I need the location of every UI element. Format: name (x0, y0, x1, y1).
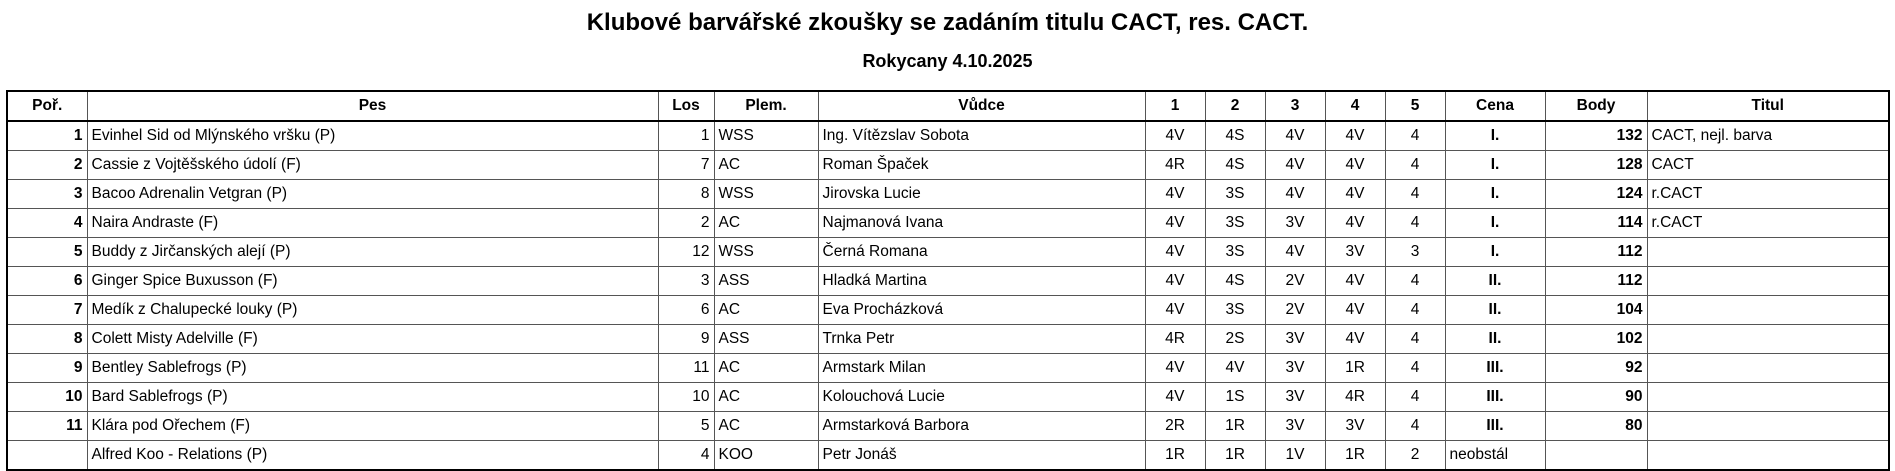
cell-titul (1647, 296, 1889, 325)
cell-c5: 4 (1385, 354, 1445, 383)
cell-por: 11 (7, 412, 87, 441)
cell-vudce: Kolouchová Lucie (818, 383, 1145, 412)
cell-body: 104 (1545, 296, 1647, 325)
cell-c5: 4 (1385, 151, 1445, 180)
cell-pes: Medík z Chalupecké louky (P) (87, 296, 658, 325)
cell-pes: Ginger Spice Buxusson (F) (87, 267, 658, 296)
page-subtitle: Rokycany 4.10.2025 (862, 51, 1033, 71)
cell-vudce: Petr Jonáš (818, 441, 1145, 471)
cell-cena: II. (1445, 325, 1545, 354)
cell-c3: 4V (1265, 238, 1325, 267)
cell-body (1545, 441, 1647, 471)
cell-c1: 4V (1145, 267, 1205, 296)
cell-c3: 1V (1265, 441, 1325, 471)
cell-los: 3 (658, 267, 714, 296)
cell-c1: 4V (1145, 383, 1205, 412)
header-por: Poř. (7, 91, 87, 121)
cell-c1: 4V (1145, 296, 1205, 325)
cell-vudce: Jirovska Lucie (818, 180, 1145, 209)
cell-c3: 3V (1265, 383, 1325, 412)
cell-c4: 1R (1325, 354, 1385, 383)
cell-titul (1647, 325, 1889, 354)
cell-titul (1647, 412, 1889, 441)
cell-los: 8 (658, 180, 714, 209)
cell-c2: 3S (1205, 296, 1265, 325)
results-table (6, 90, 1890, 471)
cell-pes: Alfred Koo - Relations (P) (87, 441, 658, 471)
cell-c5: 4 (1385, 267, 1445, 296)
cell-c4: 4R (1325, 383, 1385, 412)
cell-c2: 4S (1205, 151, 1265, 180)
table-row (7, 325, 1889, 354)
header-c1: 1 (1145, 91, 1205, 121)
cell-por: 7 (7, 296, 87, 325)
cell-c1: 4V (1145, 238, 1205, 267)
cell-c1: 4R (1145, 325, 1205, 354)
cell-pes: Buddy z Jirčanských alejí (P) (87, 238, 658, 267)
cell-pes: Bentley Sablefrogs (P) (87, 354, 658, 383)
cell-body: 132 (1545, 121, 1647, 151)
table-row (7, 441, 1889, 471)
cell-plem: KOO (714, 441, 818, 471)
cell-plem: AC (714, 412, 818, 441)
cell-los: 9 (658, 325, 714, 354)
cell-vudce: Roman Špaček (818, 151, 1145, 180)
cell-vudce: Hladká Martina (818, 267, 1145, 296)
table-row (7, 267, 1889, 296)
cell-c4: 4V (1325, 296, 1385, 325)
header-los: Los (658, 91, 714, 121)
header-c3: 3 (1265, 91, 1325, 121)
header-cena: Cena (1445, 91, 1545, 121)
cell-plem: WSS (714, 180, 818, 209)
header-titul: Titul (1647, 91, 1889, 121)
cell-c4: 4V (1325, 267, 1385, 296)
header-plem: Plem. (714, 91, 818, 121)
cell-por (7, 441, 87, 471)
cell-c2: 1R (1205, 441, 1265, 471)
cell-plem: AC (714, 354, 818, 383)
cell-c2: 3S (1205, 180, 1265, 209)
page-title: Klubové barvářské zkoušky se zadáním titulu CACT, res. CACT. (586, 9, 1309, 36)
cell-cena: III. (1445, 383, 1545, 412)
cell-c5: 4 (1385, 180, 1445, 209)
cell-body: 92 (1545, 354, 1647, 383)
cell-c5: 4 (1385, 296, 1445, 325)
cell-c4: 4V (1325, 325, 1385, 354)
cell-c2: 1R (1205, 412, 1265, 441)
cell-vudce: Eva Procházková (818, 296, 1145, 325)
cell-c4: 4V (1325, 121, 1385, 151)
cell-c3: 3V (1265, 209, 1325, 238)
cell-titul: CACT, nejl. barva (1647, 121, 1889, 151)
cell-plem: AC (714, 296, 818, 325)
cell-c3: 3V (1265, 325, 1325, 354)
cell-body: 90 (1545, 383, 1647, 412)
cell-por: 2 (7, 151, 87, 180)
cell-plem: WSS (714, 238, 818, 267)
cell-cena: I. (1445, 151, 1545, 180)
header-pes: Pes (87, 91, 658, 121)
cell-vudce: Černá Romana (818, 238, 1145, 267)
cell-plem: ASS (714, 325, 818, 354)
header-body: Body (1545, 91, 1647, 121)
cell-por: 4 (7, 209, 87, 238)
cell-pes: Cassie z Vojtěšského údolí (F) (87, 151, 658, 180)
header-row (7, 91, 1889, 121)
cell-titul (1647, 238, 1889, 267)
table-row (7, 412, 1889, 441)
cell-c4: 3V (1325, 238, 1385, 267)
cell-los: 12 (658, 238, 714, 267)
cell-c4: 4V (1325, 180, 1385, 209)
cell-pes: Evinhel Sid od Mlýnského vršku (P) (87, 121, 658, 151)
cell-c5: 2 (1385, 441, 1445, 471)
cell-pes: Klára pod Ořechem (F) (87, 412, 658, 441)
cell-titul: CACT (1647, 151, 1889, 180)
cell-los: 6 (658, 296, 714, 325)
table-row (7, 209, 1889, 238)
cell-plem: WSS (714, 121, 818, 151)
cell-cena: I. (1445, 121, 1545, 151)
cell-c5: 3 (1385, 238, 1445, 267)
cell-c5: 4 (1385, 325, 1445, 354)
cell-plem: AC (714, 151, 818, 180)
cell-plem: AC (714, 209, 818, 238)
cell-pes: Naira Andraste (F) (87, 209, 658, 238)
cell-c4: 3V (1325, 412, 1385, 441)
cell-cena: II. (1445, 296, 1545, 325)
cell-por: 8 (7, 325, 87, 354)
cell-body: 80 (1545, 412, 1647, 441)
cell-cena: III. (1445, 412, 1545, 441)
cell-c3: 3V (1265, 412, 1325, 441)
cell-c1: 4V (1145, 209, 1205, 238)
table-row (7, 296, 1889, 325)
cell-c2: 3S (1205, 209, 1265, 238)
cell-por: 10 (7, 383, 87, 412)
cell-cena: I. (1445, 209, 1545, 238)
cell-c3: 2V (1265, 296, 1325, 325)
table-row (7, 383, 1889, 412)
cell-body: 112 (1545, 267, 1647, 296)
cell-los: 4 (658, 441, 714, 471)
cell-c5: 4 (1385, 121, 1445, 151)
cell-por: 5 (7, 238, 87, 267)
table-row (7, 354, 1889, 383)
cell-c2: 2S (1205, 325, 1265, 354)
cell-c3: 2V (1265, 267, 1325, 296)
cell-body: 102 (1545, 325, 1647, 354)
cell-titul (1647, 267, 1889, 296)
cell-cena: III. (1445, 354, 1545, 383)
cell-cena: II. (1445, 267, 1545, 296)
cell-c4: 4V (1325, 209, 1385, 238)
cell-vudce: Ing. Vítězslav Sobota (818, 121, 1145, 151)
cell-c1: 1R (1145, 441, 1205, 471)
header-c5: 5 (1385, 91, 1445, 121)
cell-c2: 4V (1205, 354, 1265, 383)
cell-c2: 4S (1205, 121, 1265, 151)
cell-c5: 4 (1385, 412, 1445, 441)
cell-c4: 1R (1325, 441, 1385, 471)
cell-titul (1647, 441, 1889, 471)
cell-titul: r.CACT (1647, 209, 1889, 238)
cell-titul (1647, 383, 1889, 412)
cell-vudce: Najmanová Ivana (818, 209, 1145, 238)
cell-por: 3 (7, 180, 87, 209)
cell-body: 112 (1545, 238, 1647, 267)
cell-c4: 4V (1325, 151, 1385, 180)
table-row (7, 151, 1889, 180)
cell-plem: AC (714, 383, 818, 412)
cell-c3: 3V (1265, 354, 1325, 383)
cell-vudce: Trnka Petr (818, 325, 1145, 354)
cell-c1: 4V (1145, 354, 1205, 383)
cell-c2: 4S (1205, 267, 1265, 296)
cell-c5: 4 (1385, 209, 1445, 238)
cell-c2: 1S (1205, 383, 1265, 412)
cell-c3: 4V (1265, 180, 1325, 209)
cell-pes: Bard Sablefrogs (P) (87, 383, 658, 412)
cell-body: 124 (1545, 180, 1647, 209)
table-row (7, 238, 1889, 267)
cell-body: 128 (1545, 151, 1647, 180)
table-row (7, 180, 1889, 209)
cell-body: 114 (1545, 209, 1647, 238)
cell-titul: r.CACT (1647, 180, 1889, 209)
cell-c5: 4 (1385, 383, 1445, 412)
cell-c1: 4R (1145, 151, 1205, 180)
cell-los: 7 (658, 151, 714, 180)
cell-vudce: Armstarková Barbora (818, 412, 1145, 441)
header-vudce: Vůdce (818, 91, 1145, 121)
cell-pes: Colett Misty Adelville (F) (87, 325, 658, 354)
cell-c3: 4V (1265, 151, 1325, 180)
cell-cena: I. (1445, 238, 1545, 267)
cell-los: 10 (658, 383, 714, 412)
cell-pes: Bacoo Adrenalin Vetgran (P) (87, 180, 658, 209)
cell-vudce: Armstark Milan (818, 354, 1145, 383)
cell-los: 2 (658, 209, 714, 238)
table-body (7, 121, 1889, 470)
cell-c1: 4V (1145, 180, 1205, 209)
cell-plem: ASS (714, 267, 818, 296)
cell-titul (1647, 354, 1889, 383)
cell-los: 1 (658, 121, 714, 151)
cell-cena: neobstál (1445, 441, 1545, 471)
cell-por: 6 (7, 267, 87, 296)
header-c2: 2 (1205, 91, 1265, 121)
header-c4: 4 (1325, 91, 1385, 121)
cell-c3: 4V (1265, 121, 1325, 151)
cell-por: 1 (7, 121, 87, 151)
cell-los: 5 (658, 412, 714, 441)
cell-c1: 4V (1145, 121, 1205, 151)
cell-c1: 2R (1145, 412, 1205, 441)
table-row (7, 121, 1889, 151)
cell-por: 9 (7, 354, 87, 383)
cell-c2: 3S (1205, 238, 1265, 267)
cell-los: 11 (658, 354, 714, 383)
cell-cena: I. (1445, 180, 1545, 209)
